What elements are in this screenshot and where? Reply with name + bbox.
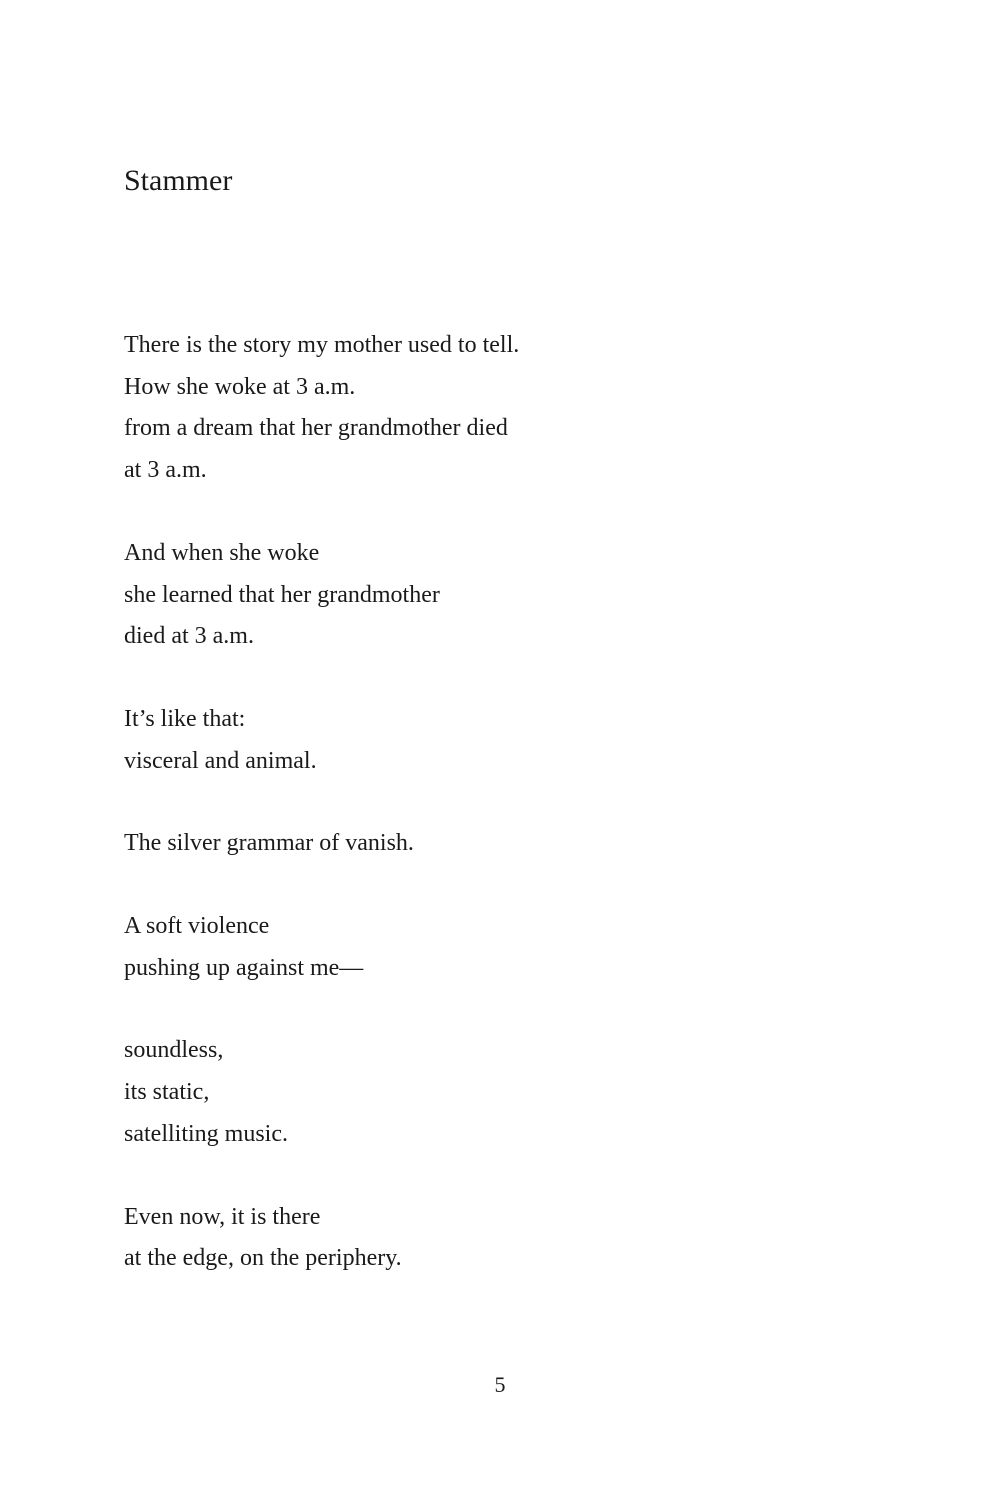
stanza-5 bbox=[124, 906, 884, 989]
poem-line: she learned that her grandmother bbox=[124, 581, 440, 608]
stanza-4 bbox=[124, 823, 884, 865]
poem-body bbox=[124, 325, 884, 1321]
poem-line: died at 3 a.m. bbox=[124, 623, 254, 650]
stanza-3 bbox=[124, 699, 884, 782]
poem-line: satelliting music. bbox=[124, 1120, 288, 1147]
stanza-1 bbox=[124, 325, 884, 492]
stanza-7 bbox=[124, 1197, 884, 1280]
poem-line: at the edge, on the periphery. bbox=[124, 1245, 402, 1272]
poem-title: Stammer bbox=[124, 164, 233, 197]
poem-line: at 3 a.m. bbox=[124, 457, 207, 484]
stanza-6 bbox=[124, 1030, 884, 1155]
poem-line: And when she woke bbox=[124, 539, 320, 566]
poem-line: The silver grammar of vanish. bbox=[124, 830, 414, 857]
poem-line: soundless, bbox=[124, 1037, 224, 1064]
poem-line: There is the story my mother used to tell. bbox=[124, 332, 520, 358]
stanza-2 bbox=[124, 533, 884, 658]
page-number: 5 bbox=[494, 1372, 506, 1397]
poem-line: its static, bbox=[124, 1079, 210, 1106]
poem-line: Even now, it is there bbox=[124, 1203, 321, 1230]
poem-line: from a dream that her grandmother died bbox=[124, 415, 508, 442]
poem-line: A soft violence bbox=[124, 913, 270, 940]
poem-line: It’s like that: bbox=[124, 705, 246, 732]
poem-line: pushing up against me— bbox=[124, 954, 364, 981]
poem-line: How she woke at 3 a.m. bbox=[124, 373, 356, 400]
poem-line: visceral and animal. bbox=[124, 747, 317, 774]
